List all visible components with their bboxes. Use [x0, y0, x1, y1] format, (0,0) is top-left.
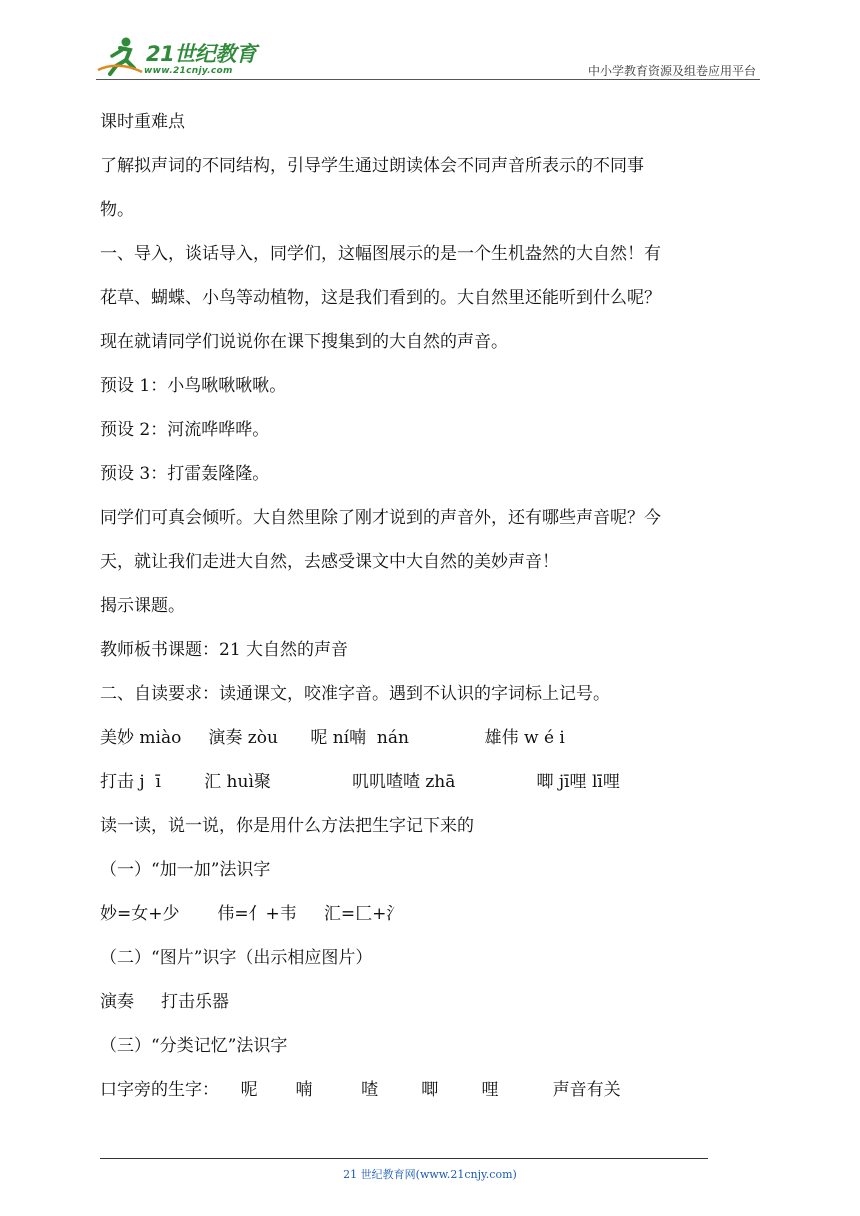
runner-logo-icon — [96, 34, 148, 78]
paragraph-line: 一、导入，谈话导入，同学们，这幅图展示的是一个生机盎然的大自然！有 — [100, 244, 661, 264]
footer-divider — [100, 1158, 708, 1159]
paragraph-line: 二、自读要求：读通课文，咬准字音。遇到不认识的字词标上记号。 — [100, 684, 610, 704]
paragraph-line: 了解拟声词的不同结构，引导学生通过朗读体会不同声音所表示的不同事 — [100, 156, 644, 176]
paragraph-line: 美妙 miào 演奏 zòu 呢 ní喃 nán 雄伟 w é i — [100, 728, 565, 748]
paragraph-line: 现在就请同学们说说你在课下搜集到的大自然的声音。 — [100, 332, 508, 352]
logo-text: 21世纪教育 — [146, 42, 257, 66]
paragraph-line: 天，就让我们走进大自然，去感受课文中大自然的美妙声音！ — [100, 552, 559, 572]
paragraph-line: 揭示课题。 — [100, 596, 185, 616]
paragraph-line: 花草、蝴蝶、小鸟等动植物，这是我们看到的。大自然里还能听到什么呢？ — [100, 288, 661, 308]
header-divider — [96, 79, 760, 80]
paragraph-line: 课时重难点 — [100, 112, 185, 132]
page-header — [96, 30, 760, 82]
paragraph-line: 演奏 打击乐器 — [100, 992, 230, 1012]
paragraph-line: 读一读，说一说，你是用什么方法把生字记下来的 — [100, 816, 474, 836]
paragraph-line: 教师板书课题：21 大自然的声音 — [100, 640, 349, 660]
paragraph-line: 妙=女+少 伟=亻+韦 汇=匚+氵 — [100, 904, 404, 924]
paragraph-line: 打击 j ī 汇 huì聚 叽叽喳喳 zhā 唧 jī哩 lī哩 — [100, 772, 620, 792]
paragraph-line: （一）“加一加”法识字 — [100, 860, 271, 880]
platform-name: 中小学教育资源及组卷应用平台 — [587, 64, 756, 78]
document-body — [100, 100, 764, 1112]
paragraph-line: 口字旁的生字： 呢 喃 喳 唧 哩 声音有关 — [100, 1080, 621, 1100]
paragraph-line: 预设 1：小鸟啾啾啾啾。 — [100, 376, 287, 396]
paragraph-line: 同学们可真会倾听。大自然里除了刚才说到的声音外，还有哪些声音呢？今 — [100, 508, 661, 528]
paragraph-line: （三）“分类记忆”法识字 — [100, 1036, 288, 1056]
site-logo[interactable] — [96, 34, 266, 78]
paragraph-line: （二）“图片”识字（出示相应图片） — [100, 948, 373, 968]
paragraph-line: 预设 2：河流哗哗哗。 — [100, 420, 270, 440]
logo-url: www.21cnjy.com — [144, 66, 233, 76]
paragraph-line: 物。 — [100, 200, 134, 220]
footer-link[interactable]: 21 世纪教育网(www.21cnjy.com) — [343, 1168, 517, 1181]
paragraph-line: 预设 3：打雷轰隆隆。 — [100, 464, 270, 484]
